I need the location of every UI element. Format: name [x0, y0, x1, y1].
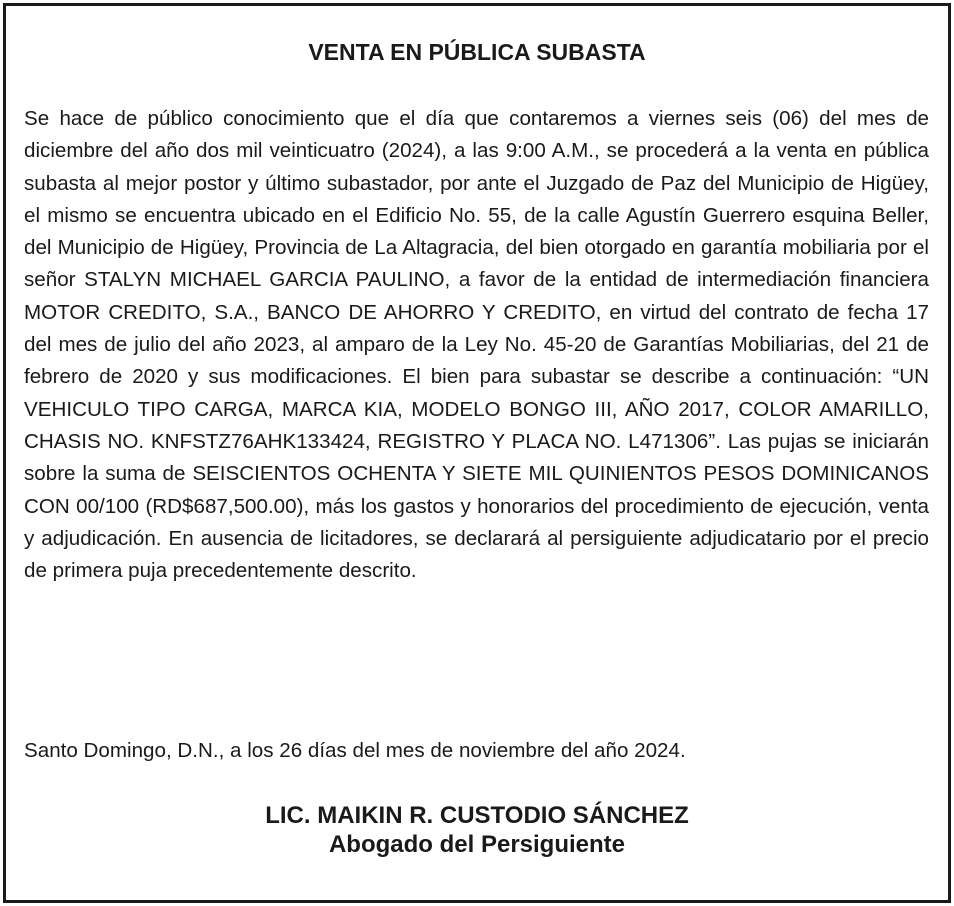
signature-block: [6, 801, 948, 859]
signature-name: LIC. MAIKIN R. CUSTODIO SÁNCHEZ: [265, 802, 689, 829]
legal-notice: [3, 3, 951, 903]
notice-body: Se hace de público conocimiento que el día que contaremos a viernes seis (06) del mes de diciembre del año dos mil veinticuatro (2024), a las 9:00 A.M., se procederá a la venta en pública subasta al mejor postor y último subastador, por ante el Juzgado de Paz del Municipio de Higüey, el mismo se encuentra ubicado en el Edificio No. 55, de la calle Agustín Guerrero esquina Beller, del Municipio de Higüey, Provincia de La Altagracia, del bien otorgado en garantía mobiliaria por el señor STALYN MICHAEL GARCIA PAULINO, a favor de la entidad de intermediación financiera MOTOR CREDITO, S.A., BANCO DE AHORRO Y CREDITO, en virtud del contrato de fecha 17 del mes de julio del año 2023, al amparo de la Ley No. 45-20 de Garantías Mobiliarias, del 21 de febrero de 2020 y sus modificaciones. El bien para subastar se describe a continuación: “UN VEHICULO TIPO CARGA, MARCA KIA, MODELO BONGO III, AÑO 2017, COLOR AMARILLO, CHASIS NO. KNFSTZ76AHK133424, REGISTRO Y PLACA NO. L471306”. Las pujas se iniciarán sobre la suma de SEISCIENTOS OCHENTA Y SIETE MIL QUINIENTOS PESOS DOMINICANOS CON 00/100 (RD$687,500.00), más los gastos y honorarios del procedimiento de ejecución, venta y adjudicación. En ausencia de licitadores, se declarará al persiguiente adjudicatario por el precio de primera puja precedentemente descrito.: [24, 107, 929, 583]
notice-title: VENTA EN PÚBLICA SUBASTA: [308, 39, 646, 65]
signature-role: Abogado del Persiguiente: [328, 831, 626, 858]
place-date: Santo Domingo, D.N., a los 26 días del mes de noviembre del año 2024.: [24, 739, 686, 762]
